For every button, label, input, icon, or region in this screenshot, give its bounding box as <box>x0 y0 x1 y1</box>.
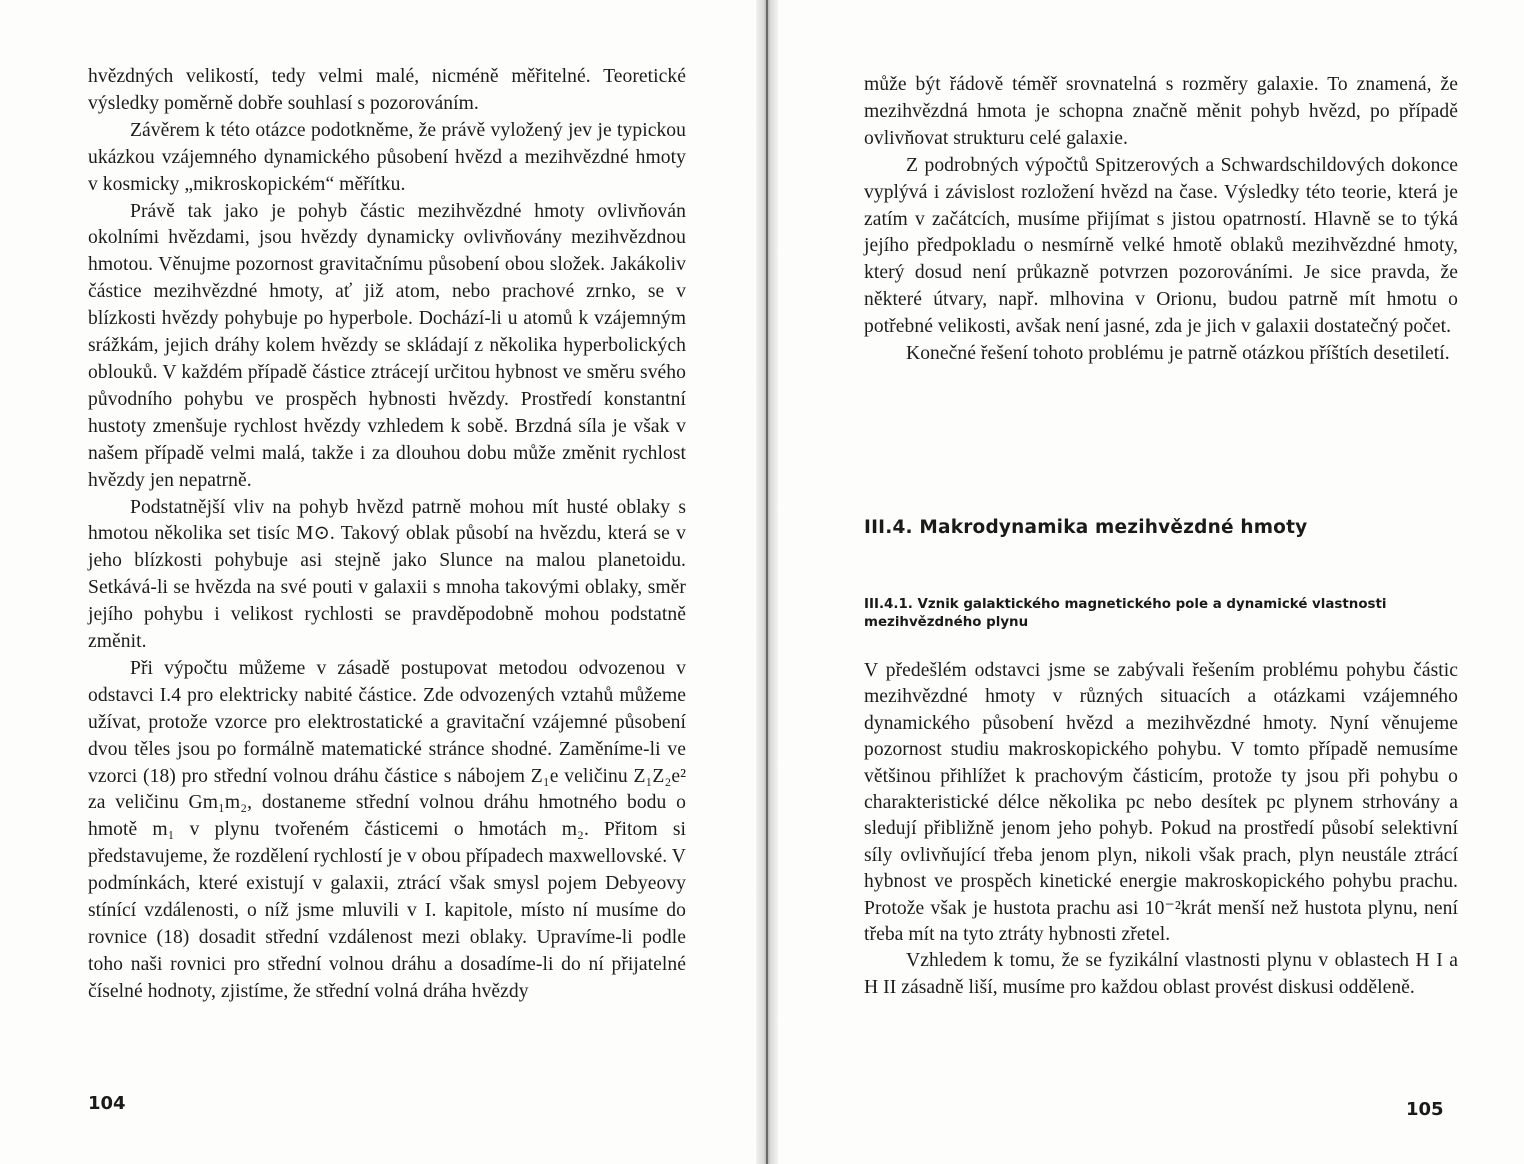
left-page <box>88 0 686 1164</box>
paragraph: může být řádově téměř srovnatelná s rozměry galaxie. To znamená, že mezihvězdná hmota je schopna značně měnit pohyb hvězd, po případě ovlivňovat strukturu celé galaxie. <box>864 74 1458 149</box>
right-page-body-bottom <box>864 658 1458 1001</box>
section-heading: III.4. Makrodynamika mezihvězdné hmoty <box>864 517 1308 538</box>
paragraph: hvězdných velikostí, tedy velmi malé, nicméně měřitelné. Teoretické výsledky poměrně dobře souhlasí s pozorováním. <box>88 66 686 114</box>
page-number: 105 <box>1406 1099 1444 1120</box>
gutter-fold-line <box>766 0 768 1164</box>
right-page-body-top <box>864 72 1458 368</box>
subsection-heading: III.4.1. Vznik galaktického magnetického pole a dynamické vlastnosti mezihvězdného plynu <box>864 597 1387 630</box>
paragraph: Právě tak jako je pohyb částic mezihvězdné hmoty ovlivňován okolními hvězdami, jsou hvězdy dynamicky ovlivňovány mezihvězdnou hmotou. Věnujme pozornost gravitačnímu působení obou složek. Jakákoliv částice mezihvězdné hmoty, ať již atom, nebo prachové zrnko, se v blízkosti hvězdy pohybuje po hyperbole. Dochází-li u atomů k vzájemným srážkám, jejich dráhy kolem hvězdy se skládají z několika hyperbolických oblouků. V každém případě částice ztrácejí určitou hybnost ve směru svého původního pohybu ve prospěch hybnosti hvězdy. Prostředí konstantní hustoty zmenšuje rychlost hvězdy vzhledem k sobě. Brzdná síla je však v našem případě velmi malá, takže i za dlouhou dobu může změnit rychlost hvězdy jen nepatrně. <box>88 200 686 491</box>
right-page <box>864 0 1458 1164</box>
page-number: 104 <box>88 1093 126 1114</box>
paragraph: V předešlém odstavci jsme se zabývali řešením problému pohybu částic mezihvězdné hmoty v různých situacích a otázkami vzájemného dynamického působení hvězd a mezihvězdné hmoty. Nyní věnujeme pozornost studiu makroskopického pohybu. V tomto případě nemusíme většinou přihlížet k prachovým částicím, protože ty jsou při pohybu o charakteristické délce několika pc nebo desítek pc plynem strhovány a sledují přibližně jenom jeho pohyb. Pokud na prostředí působí selektivní síly ovlivňující třeba jenom plyn, nikoli však prach, plyn neustále ztrácí hybnost ve prospěch kinetické energie makroskopického pohybu prachu. Protože však je hustota prachu asi 10⁻²krát menší než hustota plynu, není třeba mít na tyto ztráty hybnosti zřetel. <box>864 660 1458 946</box>
paragraph: Vzhledem k tomu, že se fyzikální vlastnosti plynu v oblastech H I a H II zásadně liší, musíme pro každou oblast provést diskusi odděleně. <box>864 950 1458 998</box>
paragraph: Z podrobných výpočtů Spitzerových a Schwardschildových dokonce vyplývá i závislost rozložení hvězd na čase. Výsledky této teorie, která je zatím v začátcích, musíme přijímat s jistou opatrností. Hlavně se to týká jejího předpokladu o nesmírně velké hmotě oblaků mezihvězdné hmoty, který dosud není průkazně potvrzen pozorováními. Je sice pravda, že některé útvary, např. mlhovina v Orionu, budou patrně mít hmotu o potřebné velikosti, avšak není jasné, zda je jich v galaxii dostatečný počet. <box>864 154 1458 338</box>
paragraph: Konečné řešení tohoto problému je patrně otázkou příštích desetiletí. <box>906 343 1450 365</box>
paragraph: Při výpočtu můžeme v zásadě postupovat metodou odvozenou v odstavci I.4 pro elektricky nabité částice. Zde odvozených vztahů můžeme užívat, protože vzorce pro elektrostatické a gravitační vzájemné působení dvou těles jsou po formálně matematické stránce shodné. Zaměníme-li ve vzorci (18) pro střední volnou dráhu částice s nábojem Z₁e veličinu Z₁Z₂e² za veličinu Gm₁m₂, dostaneme střední volnou dráhu hmotného bodu o hmotě m₁ v plynu tvořeném částicemi o hmotách m₂. Přitom si představujeme, že rozdělení rychlostí je v obou případech maxwellovské. V podmínkách, které existují v galaxii, ztrácí však smysl pojem Debyeovy stínící vzdálenosti, o níž jsme mluvili v I. kapitole, místo ní musíme do rovnice (18) dosadit střední vzdálenost mezi oblaky. Upravíme-li podle toho naši rovnici pro střední volnou dráhu a dosadíme-li do ní přijatelné číselné hodnoty, zjistíme, že střední volná dráha hvězdy <box>88 657 686 1002</box>
left-page-body <box>88 64 686 1006</box>
paragraph: Podstatnější vliv na pohyb hvězd patrně mohou mít husté oblaky s hmotou několika set tisíc M⊙. Takový oblak působí na hvězdu, která se v jeho blízkosti pohybuje asi stejně jako Slunce na malou planetoidu. Setkává-li se hvězda na své pouti v galaxii s mnoha takovými oblaky, směr jejího pohybu i velikost rychlosti se pravděpodobně mohou podstatně změnit. <box>88 496 686 653</box>
paragraph: Závěrem k této otázce podotkněme, že právě vyložený jev je typickou ukázkou vzájemného dynamického působení hvězd a mezihvězdné hmoty v kosmicky „mikroskopickém“ měřítku. <box>88 119 686 195</box>
